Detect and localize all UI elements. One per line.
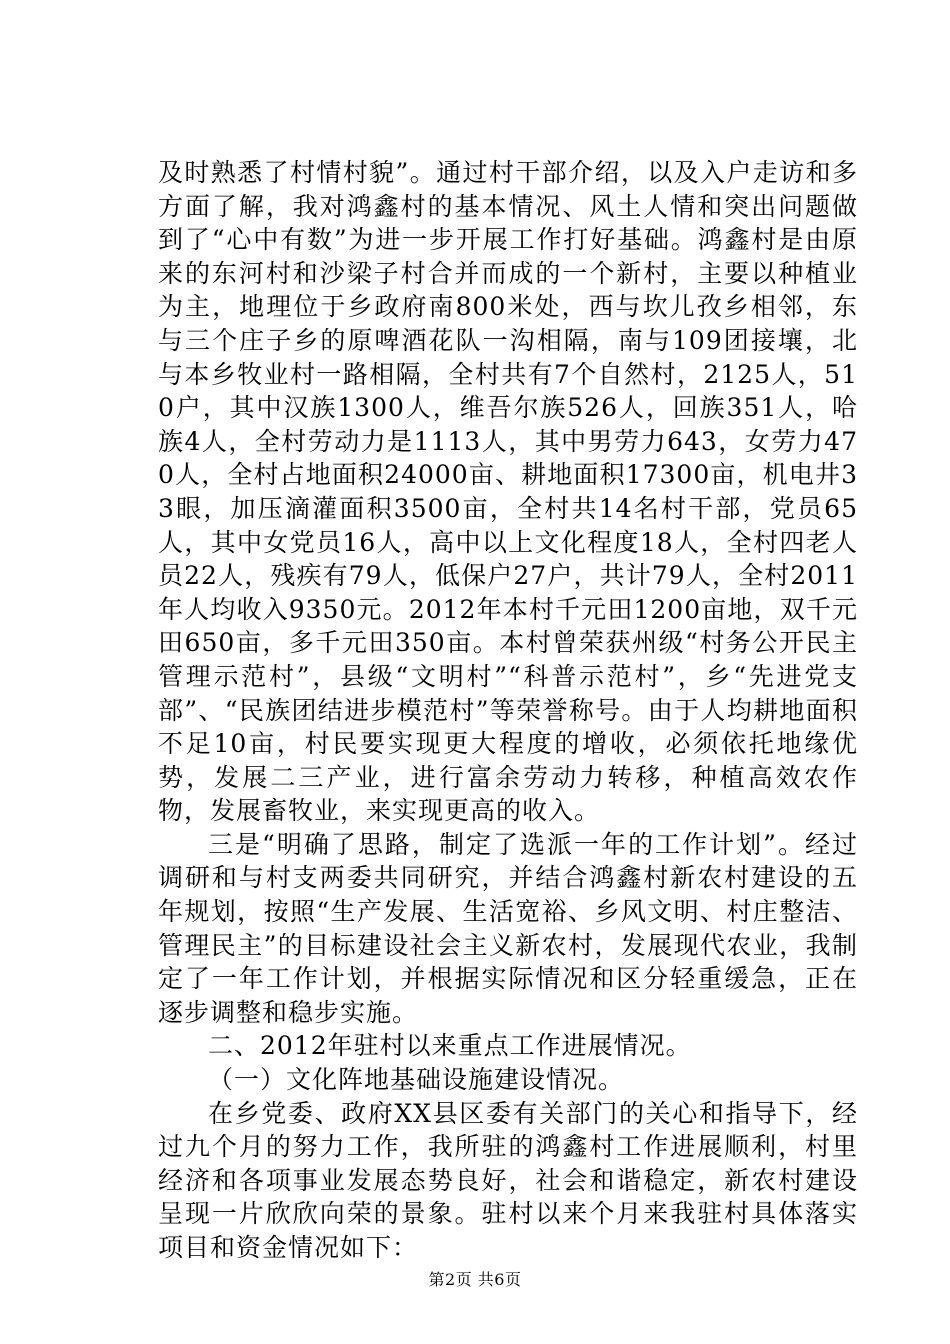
section-heading-progress: 二、2012年驻村以来重点工作进展情况。 <box>208 1031 692 1061</box>
page-number-footer: 第2页 共6页 <box>428 1270 522 1289</box>
paragraph-project-funding: 在乡党委、政府XX县区委有关部门的关心和指导下，经过九个月的努力工作，我所驻的鸿鑫村工作进展顺利，村里经济和各项事业发展态势良好，社会和谐稳定，新农村建设呈现一片欣欣向荣的景象。驻村以来个月来我驻村具体落实项目和资金情况如下： <box>158 1098 858 1262</box>
subsection-heading-infrastructure: （一）文化阵地基础设施建设情况。 <box>208 1065 625 1095</box>
document-body <box>158 156 858 1265</box>
paragraph-village-overview: 及时熟悉了村情村貌”。通过村干部介绍，以及入户走访和多方面了解，我对鸿鑫村的基本情况、风土人情和突出问题做到了“心中有数”为进一步开展工作打好基础。鸿鑫村是由原来的东河村和沙梁子村合并而成的一个新村，主要以种植业为主，地理位于乡政府南800米处，西与坎儿孜乡相邻，东与三个庄子乡的原啤酒花队一沟相隔，南与109团接壤，北与本乡牧业村一路相隔，全村共有7个自然村，2125人，510户，其中汉族1300人，维吾尔族526人，回族351人，哈族4人，全村劳动力是1113人，其中男劳力643，女劳力470人，全村占地面积24000亩、耕地面积17300亩，机电井33眼，加压滴灌面积3500亩，全村共14名村干部，党员65人，其中女党员16人，高中以上文化程度18人，全村四老人员22人，残疾有79人，低保户27户，共计79人，全村2011年人均收入9350元。2012年本村千元田1200亩地，双千元田650亩，多千元田350亩。本村曾荣获州级“村务公开民主管理示范村”，县级“文明村”“科普示范村”，乡“先进党支部”、“民族团结进步模范村”等荣誉称号。由于人均耕地面积不足10亩，村民要实现更大程度的增收，必须依托地缘优势，发展二三产业，进行富余劳动力转移，种植高效农作物，发展畜牧业，来实现更高的收入。 <box>158 158 858 826</box>
paragraph-work-plan: 三是“明确了思路，制定了选派一年的工作计划”。经过调研和与村支两委共同研究，并结合鸿鑫村新农村建设的五年规划，按照“生产发展、生活宽裕、乡风文明、村庄整洁、管理民主”的目标建设社会主义新农村，发展现代农业，我制定了一年工作计划，并根据实际情况和区分轻重缓急，正在逐步调整和稳步实施。 <box>158 829 858 1027</box>
